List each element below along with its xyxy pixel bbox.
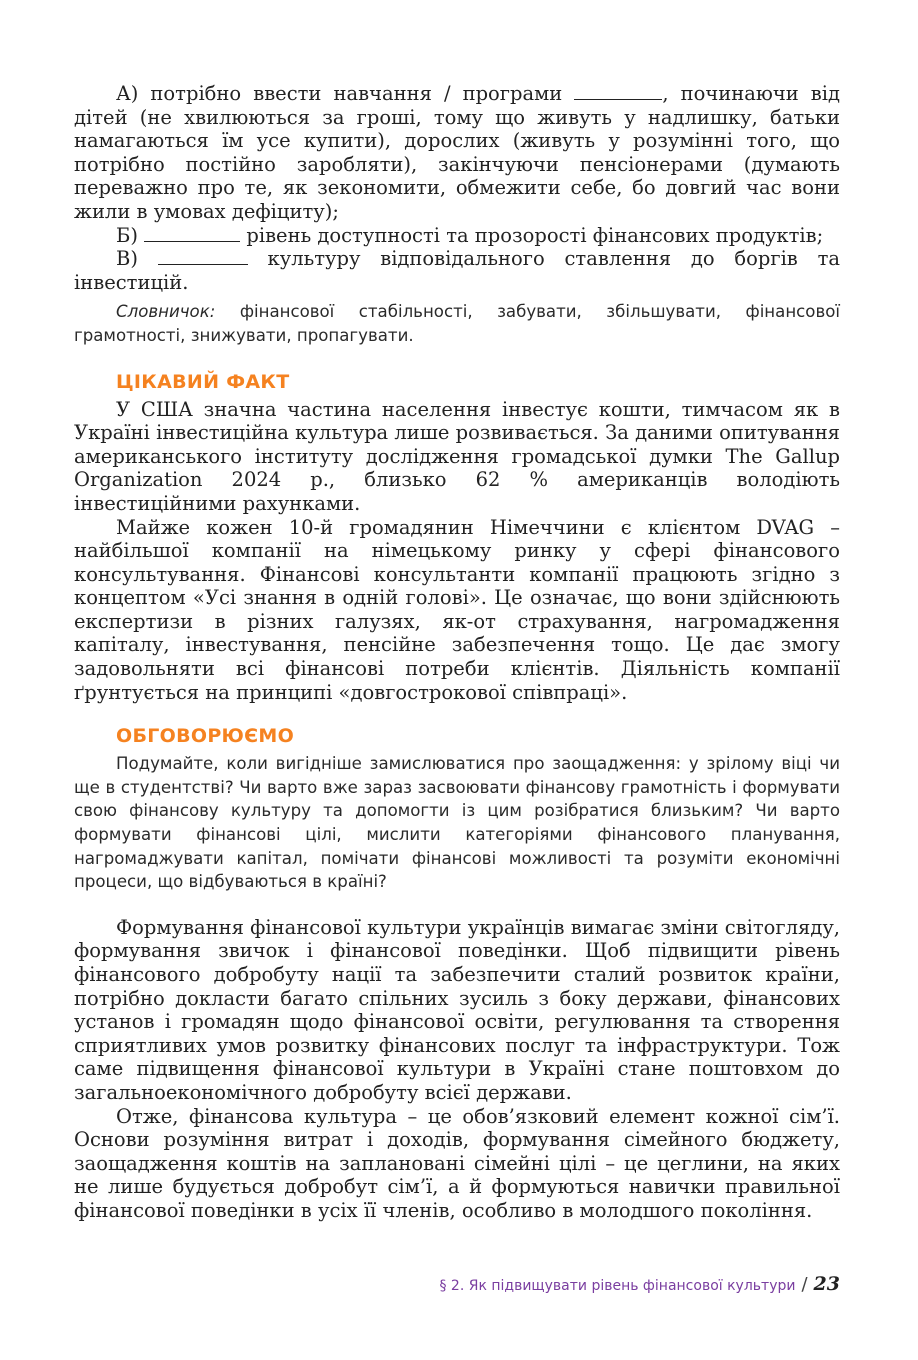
footer-separator: /: [801, 1274, 808, 1295]
discuss-text: Подумайте, коли вигідніше замислюватися про заощадження: у зрілому віці чи ще в студентстві? Чи варто вже зараз засвоювати фінансову грамотність і формувати свою фінансову культуру та допомогти із цим розібратися близьким? Чи варто формувати фінансові цілі, мислити категоріями фінансового планування, нагромаджувати капітал, помічати фінансові можливості та розуміти економічні процеси, що відбуваються в країні?: [74, 754, 840, 892]
page-footer: [74, 1273, 840, 1295]
item-b-end: рівень доступності та прозорості фінансових продуктів;: [246, 223, 824, 247]
fact-paragraph-1: У США значна частина населення інвестує кошти, тимчасом як в Україні інвестиційна культура лише розвивається. За даними опитування американського інституту дослідження громадської думки The Gallup Organization 2024 р., близько 62 % американців володіють інвестиційними рахунками.: [74, 397, 840, 515]
exercise-item-b: [74, 224, 840, 248]
glossary-text: фінансової стабільності, забувати, збільшувати, фінансової грамотності, знижувати, пропагувати.: [74, 302, 840, 345]
fact-heading: ЦІКАВИЙ ФАКТ: [116, 370, 290, 393]
body-paragraph-2: Отже, фінансова культура – це обов’язковий елемент кожної сім’ї. Основи розуміння витрат і доходів, формування сімейного бюджету, заощадження коштів на заплановані сімейні цілі – це цеглини, на яких не лише будується добробут сім’ї, а й формуються навички правильної фінансової поведінки в усіх її членів, особливо в молодшого покоління.: [74, 1104, 840, 1222]
blank-a: [574, 83, 662, 100]
exercise-item-c: [74, 247, 840, 294]
item-b-start: Б): [116, 223, 138, 247]
item-c-end: культуру відповідального ставлення до боргів та інвестицій.: [74, 247, 840, 294]
glossary: [74, 300, 840, 347]
exercise-item-a: [74, 82, 840, 224]
blank-b: [144, 225, 240, 242]
page-content: [74, 82, 840, 1223]
blank-c: [158, 248, 248, 265]
footer-section-title: § 2. Як підвищувати рівень фінансової культури: [439, 1278, 796, 1294]
page-number: 23: [813, 1273, 840, 1295]
body-section: [74, 916, 840, 1223]
exercise-block: [74, 82, 840, 348]
fact-section: [74, 398, 840, 705]
item-a-start: А) потрібно ввести навчання / програми: [116, 82, 563, 105]
body-paragraph-1: Формування фінансової культури українців вимагає зміни світогляду, формування звичок і фінансової поведінки. Щоб підвищити рівень фінансового добробуту нації та забезпечити сталий розвиток країни, потрібно докласти багато спільних зусиль з боку держави, фінансових установ і громадян щодо фінансової освіти, регулювання та створення сприятливих умов розвитку фінансових послуг та інфраструктури. Тож саме підвищення фінансової культури в Україні стане поштовхом до загальноекономічного добробуту всієї держави.: [74, 915, 840, 1104]
item-c-start: В): [116, 247, 138, 271]
discuss-heading: ОБГОВОРЮЄМО: [116, 725, 295, 748]
glossary-label: Словничок:: [116, 302, 216, 322]
fact-paragraph-2: Майже кожен 10-й громадянин Німеччини є клієнтом DVAG – найбільшої компанії на німецькому ринку у сфері фінансового консультування. Фінансові консультанти компанії працюють згідно з концептом «Усі знання в одній голові». Це означає, що вони здійснюють експертизи в різних галузях, як-от страхування, нагромадження капіталу, інвестування, пенсійне забезпечення тощо. Це дає змогу задовольняти всі фінансові потреби клієнтів. Діяльність компанії ґрунтується на принципі «довгострокової співпраці».: [74, 515, 840, 704]
item-a-end: , починаючи від дітей (не хвилюються за гроші, тому що живуть у надлишку, батьки намагаються їм усе купити), дорослих (живуть у розумінні того, що потрібно постійно заробляти), закінчуючи пенсіонерами (думають переважно про те, як зекономити, обмежити себе, бо довгий час вони жили в умовах дефіциту);: [74, 82, 840, 223]
